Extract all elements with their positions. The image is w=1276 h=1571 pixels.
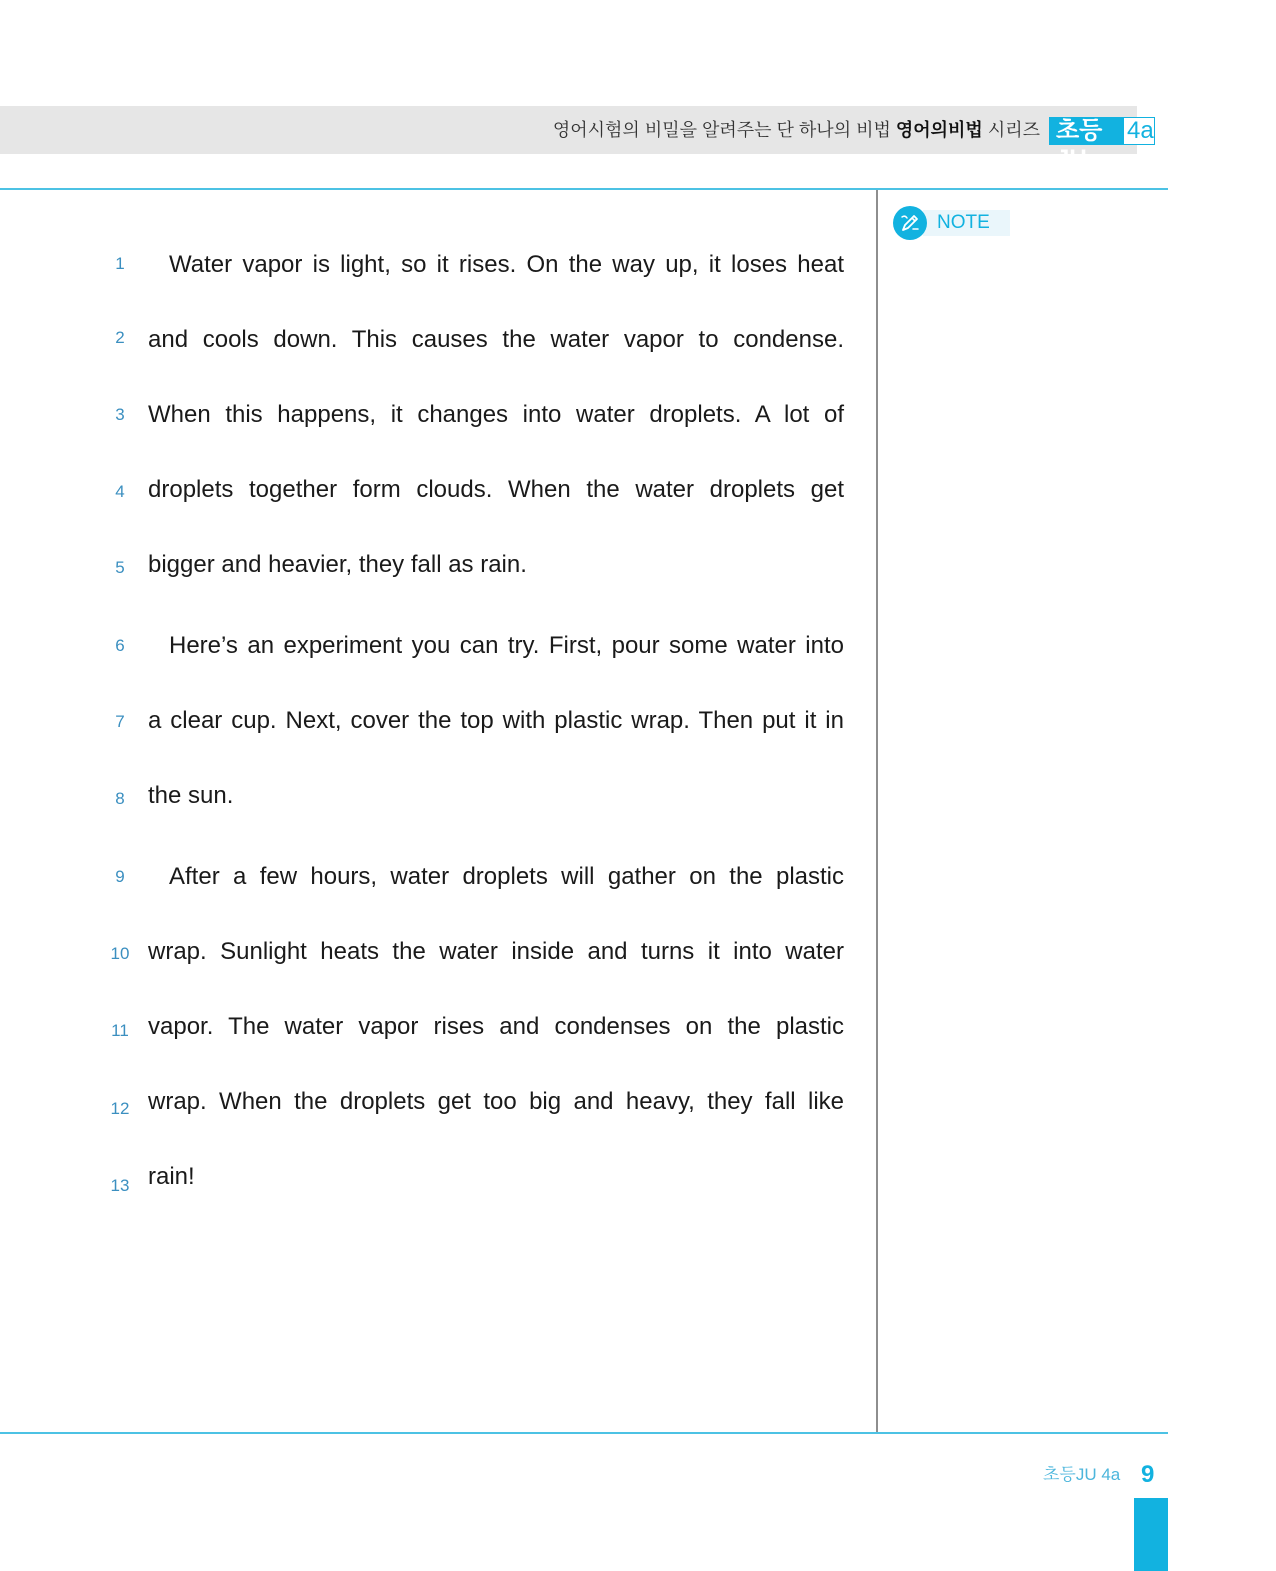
series-name: 초등JU: [1049, 117, 1123, 145]
line-number: 3: [115, 405, 125, 424]
line-number: 12: [110, 1099, 130, 1118]
line-number: 10: [110, 944, 130, 963]
line-number: 11: [111, 1021, 129, 1040]
passage-line: [0, 1086, 860, 1126]
column-divider: [876, 190, 878, 1432]
page-tab-marker: [1134, 1498, 1168, 1571]
note-label: NOTE: [923, 210, 1010, 236]
line-number: 9: [115, 867, 125, 886]
passage-line: [0, 549, 860, 589]
line-text: vapor. The water vapor rises and condenses on the plastic: [148, 1013, 844, 1040]
line-text: wrap. When the droplets get too big and heavy, they fall like: [148, 1088, 844, 1115]
series-volume: 4a: [1123, 117, 1155, 145]
line-text: a clear cup. Next, cover the top with plastic wrap. Then put it in: [148, 707, 844, 734]
passage-line: [0, 1161, 860, 1201]
footer-series-label: 초등JU 4a: [1043, 1465, 1121, 1484]
passage-line: [0, 936, 860, 976]
passage-line: [0, 861, 860, 901]
line-text: rain!: [148, 1163, 195, 1190]
line-number: 2: [115, 328, 125, 347]
page-number: 9: [1141, 1461, 1155, 1488]
line-number: 6: [115, 636, 125, 655]
line-number: 8: [115, 789, 125, 808]
bottom-rule: [0, 1432, 1168, 1434]
top-rule: [0, 188, 1168, 190]
line-text: and cools down. This causes the water vapor to condense.: [148, 326, 844, 353]
line-text: When this happens, it changes into water droplets. A lot of: [148, 401, 844, 428]
tagline-prefix: 영어시험의 비밀을 알려주는 단 하나의 비법: [552, 120, 896, 140]
tagline-brand: 영어의비법: [895, 120, 983, 140]
line-number: 13: [110, 1176, 130, 1195]
passage-line: [0, 780, 860, 820]
passage-line: [0, 249, 860, 289]
line-text: Water vapor is light, so it rises. On the way up, it loses heat: [169, 251, 844, 278]
passage-line: [0, 1011, 860, 1051]
note-header: [893, 206, 1010, 240]
series-tagline: [553, 118, 1040, 142]
line-text: After a few hours, water droplets will gather on the plastic: [169, 863, 844, 890]
passage-line: [0, 324, 860, 364]
line-number: 4: [115, 482, 125, 501]
passage-line: [0, 630, 860, 670]
passage-line: [0, 399, 860, 439]
line-text: droplets together form clouds. When the water droplets get: [148, 476, 844, 503]
line-text: bigger and heavier, they fall as rain.: [148, 551, 527, 578]
line-number: 1: [115, 254, 125, 273]
line-number: 7: [115, 712, 125, 731]
line-text: the sun.: [148, 782, 234, 809]
series-badge: [1049, 117, 1155, 172]
line-text: wrap. Sunlight heats the water inside and turns it into water: [148, 938, 844, 965]
tagline-suffix: 시리즈: [982, 120, 1040, 140]
pen-icon: [893, 206, 927, 240]
passage-line: [0, 474, 860, 514]
line-number: 5: [115, 558, 125, 577]
passage-line: [0, 705, 860, 745]
line-text: Here’s an experiment you can try. First, pour some water into: [169, 632, 844, 659]
